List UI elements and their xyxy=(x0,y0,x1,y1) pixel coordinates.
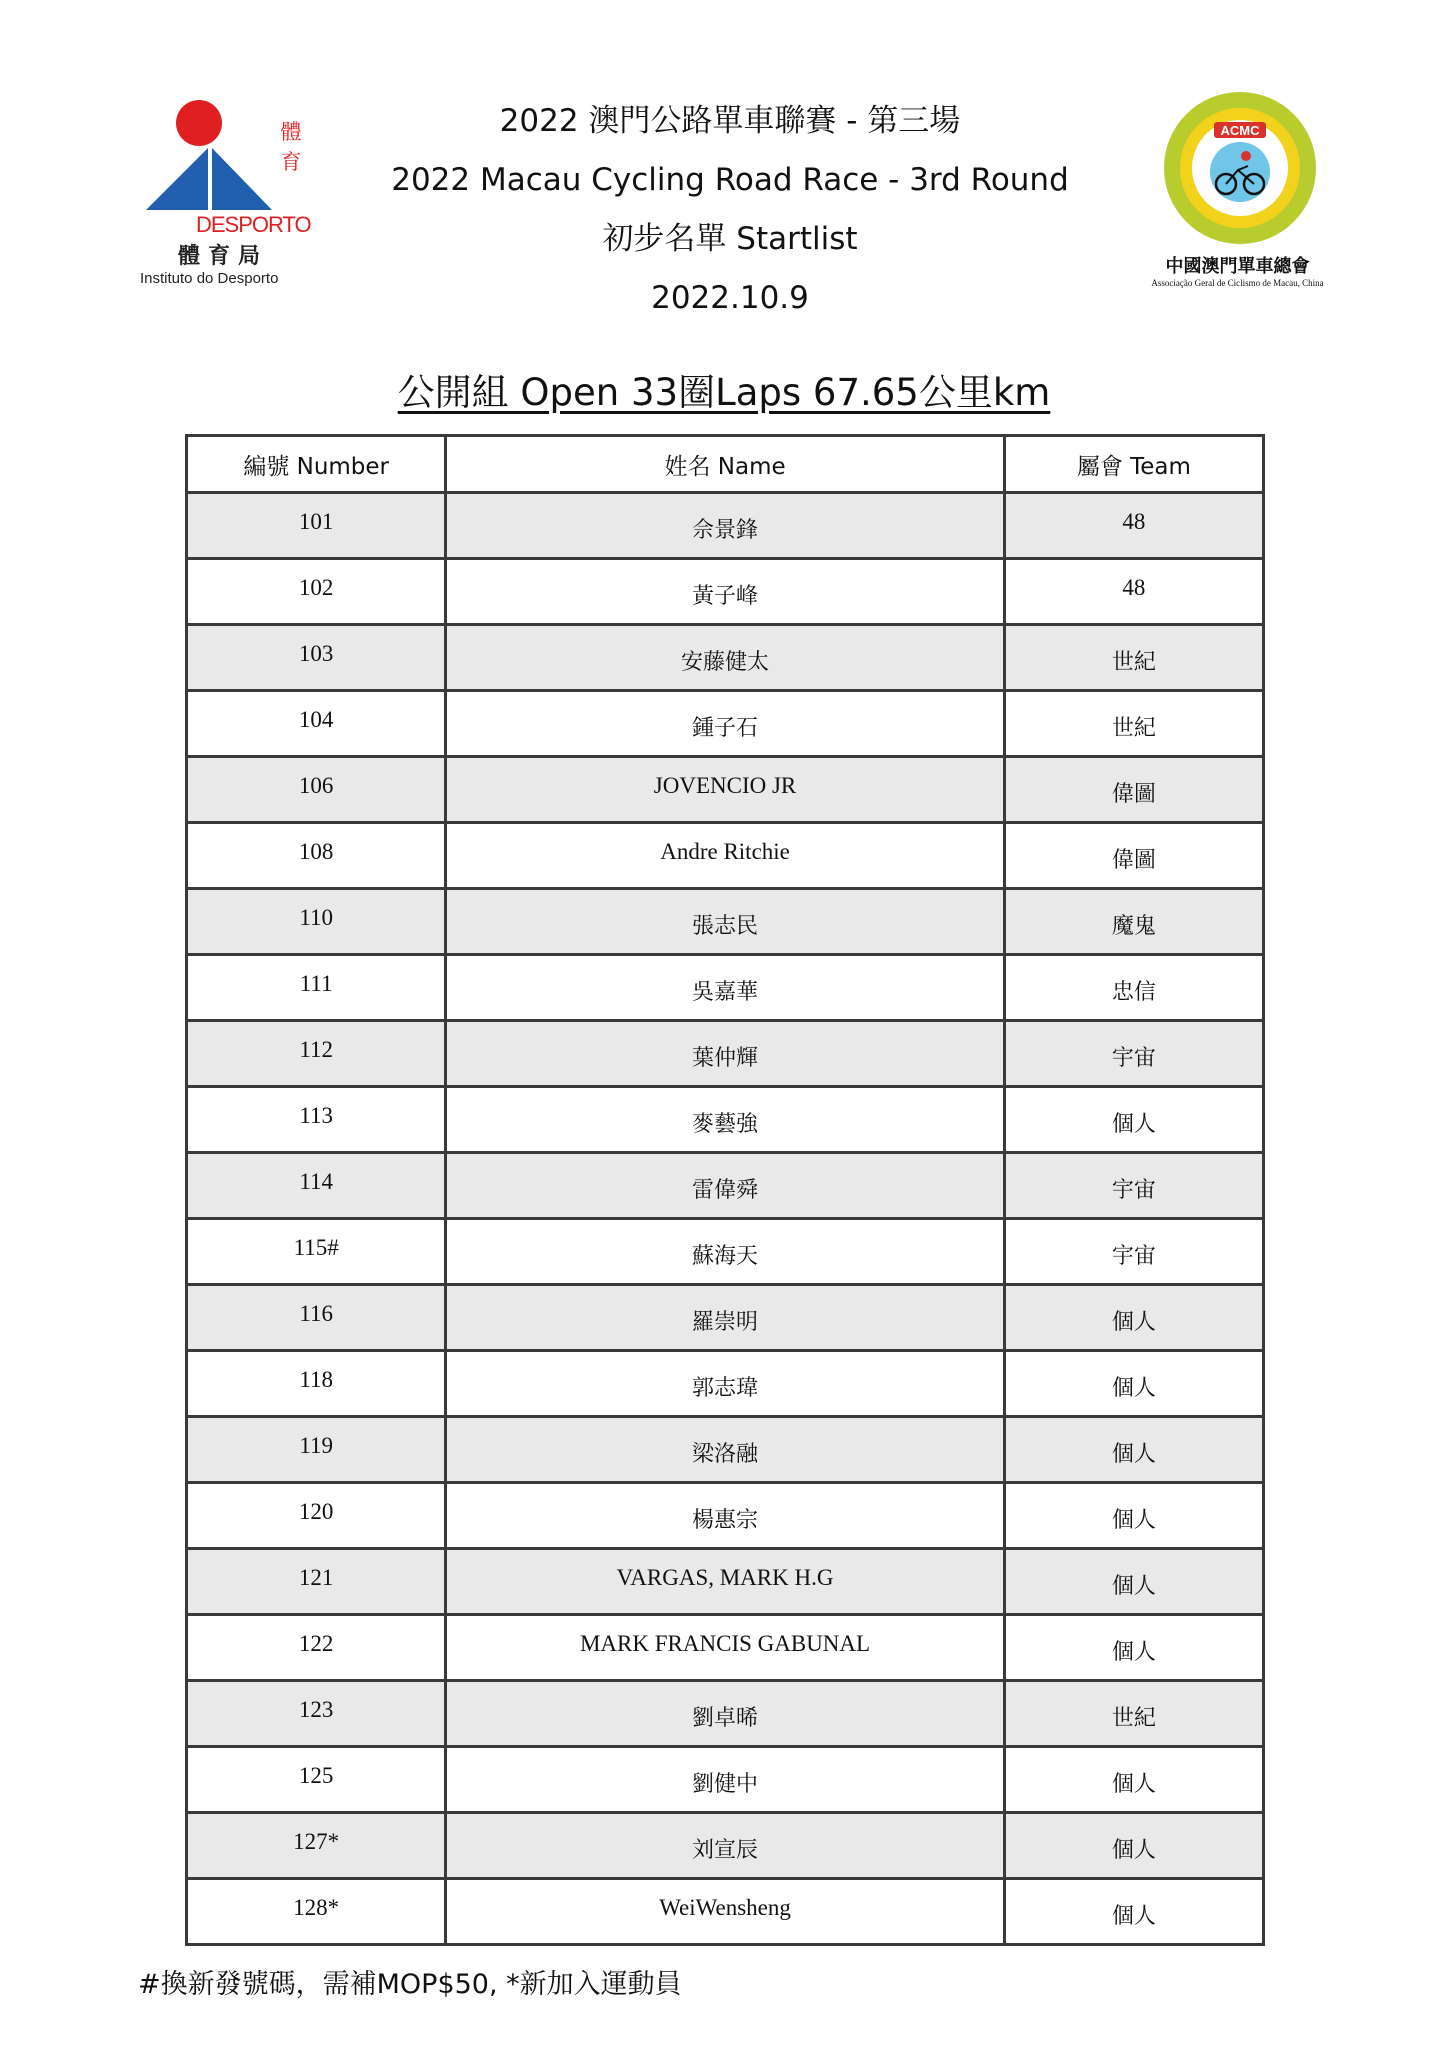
title-en: 2022 Macau Cycling Road Race - 3rd Round xyxy=(391,162,1069,198)
rider-number: 104 xyxy=(187,691,446,757)
rider-team: 個人 xyxy=(1004,1087,1263,1153)
rider-name: 雷偉舜 xyxy=(446,1153,1004,1219)
rider-name: 麥藝強 xyxy=(446,1087,1004,1153)
table-row xyxy=(187,1549,1264,1615)
table-row xyxy=(187,1615,1264,1681)
logo-char-bottom: 育 xyxy=(280,150,302,174)
category-title xyxy=(0,362,1448,416)
rider-name: 鍾子石 xyxy=(446,691,1004,757)
race-date: 2022.10.9 xyxy=(651,280,809,316)
rider-number: 123 xyxy=(187,1681,446,1747)
rider-number: 114 xyxy=(187,1153,446,1219)
rider-name: 郭志瑋 xyxy=(446,1351,1004,1417)
rider-team: 宇宙 xyxy=(1004,1153,1263,1219)
table-row xyxy=(187,823,1264,889)
rider-name: 葉仲輝 xyxy=(446,1021,1004,1087)
rider-team: 48 xyxy=(1004,559,1263,625)
rider-number: 125 xyxy=(187,1747,446,1813)
rider-name: 刘宣辰 xyxy=(446,1813,1004,1879)
logo-name-pt: Instituto do Desporto xyxy=(140,270,279,287)
acmc-badge-icon xyxy=(1162,90,1318,246)
rider-name: 吳嘉華 xyxy=(446,955,1004,1021)
table-row xyxy=(187,955,1264,1021)
table-row xyxy=(187,625,1264,691)
rider-team: 宇宙 xyxy=(1004,1021,1263,1087)
rider-number: 102 xyxy=(187,559,446,625)
column-header-team: 屬會 Team xyxy=(1004,436,1263,493)
table-row xyxy=(187,1021,1264,1087)
table-header-row xyxy=(187,436,1264,493)
table-row xyxy=(187,1351,1264,1417)
list-label: 初步名單 Startlist xyxy=(602,221,858,257)
rider-number: 110 xyxy=(187,889,446,955)
table-row xyxy=(187,1681,1264,1747)
rider-number: 121 xyxy=(187,1549,446,1615)
table-row xyxy=(187,493,1264,559)
rider-number: 111 xyxy=(187,955,446,1021)
rider-name: MARK FRANCIS GABUNAL xyxy=(446,1615,1004,1681)
rider-number: 120 xyxy=(187,1483,446,1549)
rider-team: 個人 xyxy=(1004,1813,1263,1879)
rider-team: 宇宙 xyxy=(1004,1219,1263,1285)
rider-number: 113 xyxy=(187,1087,446,1153)
rider-number: 118 xyxy=(187,1351,446,1417)
logo-char-top: 體 xyxy=(280,120,302,144)
sun-icon xyxy=(176,100,222,146)
rider-team: 個人 xyxy=(1004,1483,1263,1549)
table-row xyxy=(187,1813,1264,1879)
rider-team: 個人 xyxy=(1004,1285,1263,1351)
rider-number: 127* xyxy=(187,1813,446,1879)
rider-team: 偉圖 xyxy=(1004,757,1263,823)
rider-team: 個人 xyxy=(1004,1879,1263,1945)
rider-team: 偉圖 xyxy=(1004,823,1263,889)
rider-number: 116 xyxy=(187,1285,446,1351)
rider-team: 世紀 xyxy=(1004,691,1263,757)
rider-number: 106 xyxy=(187,757,446,823)
rider-name: 劉卓晞 xyxy=(446,1681,1004,1747)
rider-team: 個人 xyxy=(1004,1615,1263,1681)
rider-name: Andre Ritchie xyxy=(446,823,1004,889)
table-row xyxy=(187,559,1264,625)
rider-number: 122 xyxy=(187,1615,446,1681)
rider-name: 黃子峰 xyxy=(446,559,1004,625)
rider-name: 梁洛融 xyxy=(446,1417,1004,1483)
table-row xyxy=(187,889,1264,955)
table-row xyxy=(187,1087,1264,1153)
rider-team: 魔鬼 xyxy=(1004,889,1263,955)
table-row xyxy=(187,1747,1264,1813)
header xyxy=(330,92,1130,328)
rider-name: WeiWensheng xyxy=(446,1879,1004,1945)
acmc-logo xyxy=(1150,86,1340,296)
rider-team: 世紀 xyxy=(1004,1681,1263,1747)
rider-name: 安藤健太 xyxy=(446,625,1004,691)
table-row xyxy=(187,1879,1264,1945)
rider-number: 112 xyxy=(187,1021,446,1087)
table-row xyxy=(187,1219,1264,1285)
startlist-table xyxy=(185,434,1265,1946)
logo-wordmark: DESPORTO xyxy=(196,212,311,237)
rider-team: 世紀 xyxy=(1004,625,1263,691)
rider-name: 蘇海天 xyxy=(446,1219,1004,1285)
category-title-text: 公開組 Open 33圈Laps 67.65公里km xyxy=(397,371,1051,414)
logo-name-zh: 體育局 xyxy=(178,244,269,269)
desporto-logo xyxy=(140,92,330,292)
rider-name: 佘景鋒 xyxy=(446,493,1004,559)
acmc-name-pt: Associação Geral de Ciclismo de Macau, China xyxy=(1151,278,1324,288)
table-row xyxy=(187,1153,1264,1219)
rider-number: 115# xyxy=(187,1219,446,1285)
rider-name: 羅崇明 xyxy=(446,1285,1004,1351)
rider-name: VARGAS, MARK H.G xyxy=(446,1549,1004,1615)
rider-name: 劉健中 xyxy=(446,1747,1004,1813)
table-row xyxy=(187,1285,1264,1351)
rider-number: 108 xyxy=(187,823,446,889)
rider-number: 119 xyxy=(187,1417,446,1483)
badge-text: ACMC xyxy=(1220,123,1260,138)
rider-team: 個人 xyxy=(1004,1747,1263,1813)
rider-number: 101 xyxy=(187,493,446,559)
title-zh: 2022 澳門公路單車聯賽 - 第三場 xyxy=(499,103,961,139)
rider-name: 楊惠宗 xyxy=(446,1483,1004,1549)
rider-name: JOVENCIO JR xyxy=(446,757,1004,823)
desporto-mark-icon xyxy=(146,148,276,212)
acmc-name-zh: 中國澳門單車總會 xyxy=(1165,256,1310,277)
table-row xyxy=(187,1483,1264,1549)
table-row xyxy=(187,1417,1264,1483)
rider-name: 張志民 xyxy=(446,889,1004,955)
table-row xyxy=(187,691,1264,757)
rider-team: 個人 xyxy=(1004,1351,1263,1417)
rider-team: 個人 xyxy=(1004,1549,1263,1615)
rider-team: 個人 xyxy=(1004,1417,1263,1483)
rider-number: 128* xyxy=(187,1879,446,1945)
column-header-name: 姓名 Name xyxy=(446,436,1004,493)
column-header-number: 編號 Number xyxy=(187,436,446,493)
rider-team: 忠信 xyxy=(1004,955,1263,1021)
table-row xyxy=(187,757,1264,823)
footnote: #換新發號碼，需補MOP$50, *新加入運動員 xyxy=(138,1969,682,2000)
rider-team: 48 xyxy=(1004,493,1263,559)
rider-number: 103 xyxy=(187,625,446,691)
